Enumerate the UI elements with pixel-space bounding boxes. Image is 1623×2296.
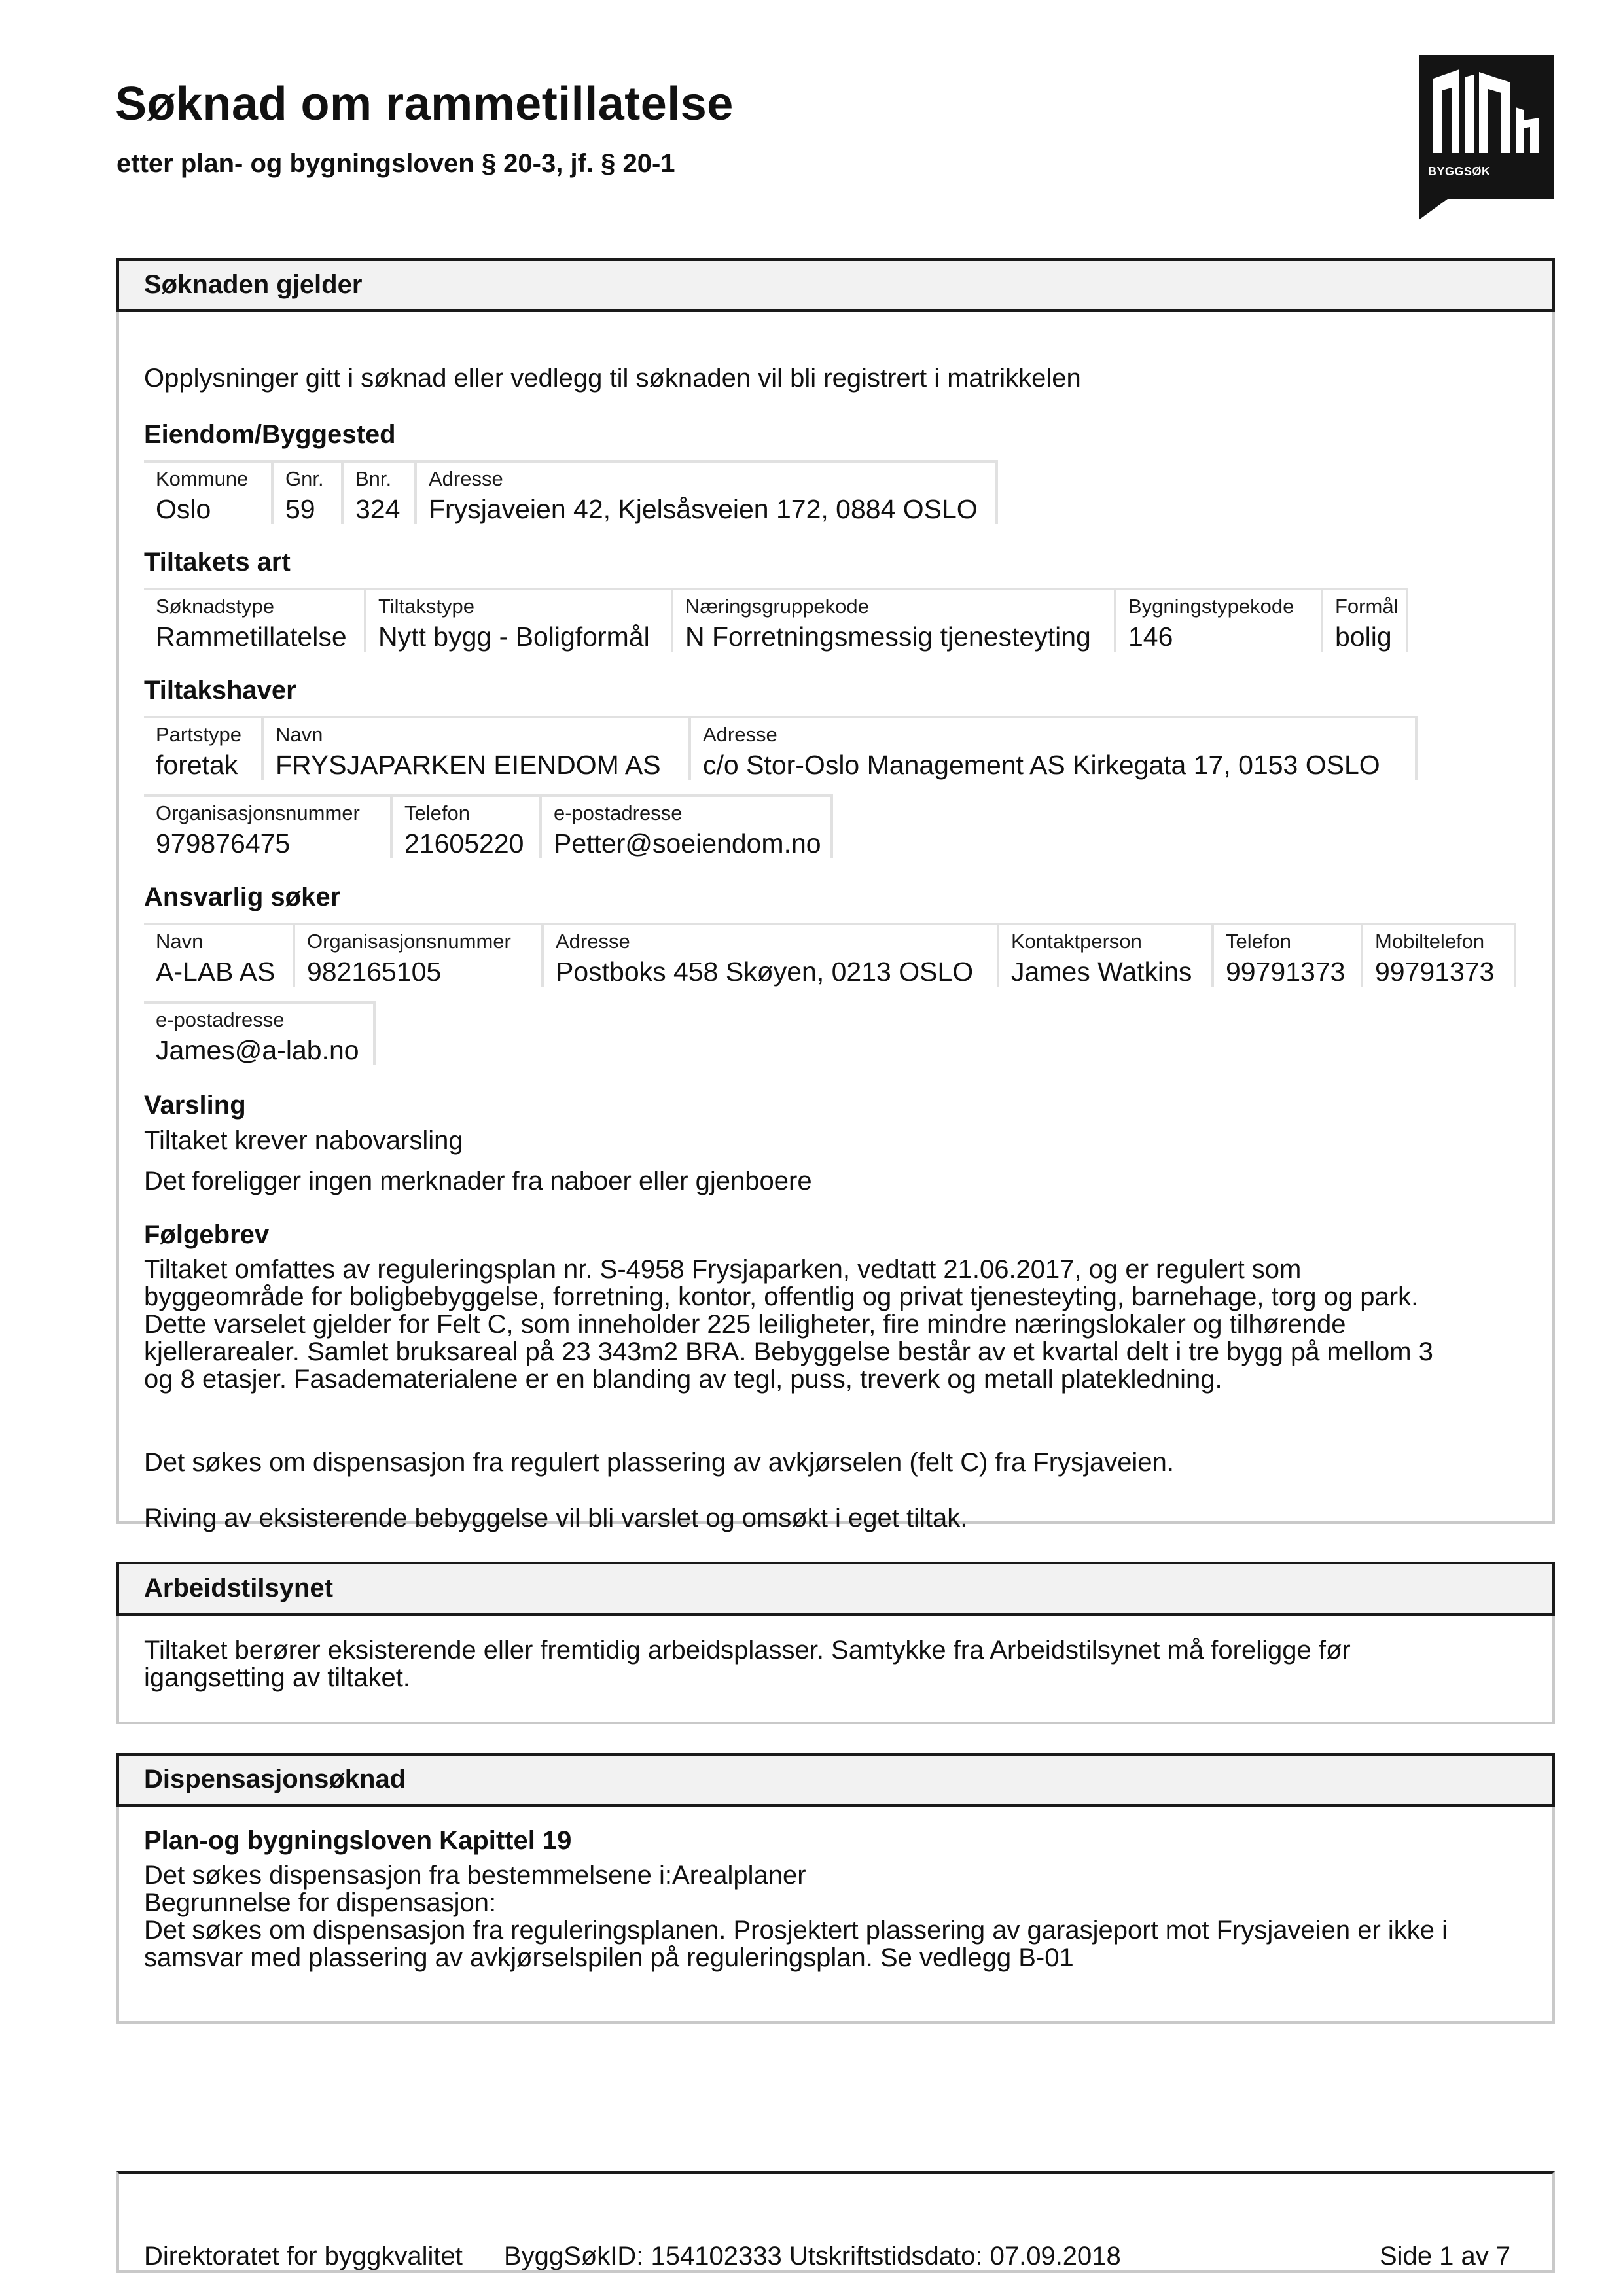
field-gnr [274,460,344,524]
field-value: 146 [1128,622,1173,652]
section-dispensasjonsoknad [116,1753,1555,2024]
field-organisasjonsnummer [295,923,544,987]
ansvarlig-fields-2 [144,1001,376,1065]
arbeidstilsynet-text [144,1636,1351,1691]
eiendom-heading: Eiendom/Byggested [144,420,396,449]
folgebrev-paragraph-3: Riving av eksisterende bebyggelse vil bli varslet og omsøkt i eget tiltak. [144,1504,968,1532]
tiltakshaver-heading: Tiltakshaver [144,676,296,705]
field-label: Søknadstype [156,595,274,618]
folgebrev-paragraph-2: Det søkes om dispensasjon fra regulert plassering av avkjørselen (felt C) fra Frysjaveien. [144,1448,1174,1477]
field-value: Frysjaveien 42, Kjelsåsveien 172, 0884 OSLO [429,494,978,524]
field-mobiltelefon [1363,923,1516,987]
field-label: Næringsgruppekode [685,595,869,618]
text-line: Tiltaket omfattes av reguleringsplan nr. S-4958 Frysjaparken, vedtatt 21.06.2017, og er regulert som [144,1255,1302,1284]
field-navn [264,716,691,780]
field-tiltakstype [366,588,673,652]
ansvarlig-fields-1 [144,923,1516,987]
field-value: N Forretningsmessig tjenesteyting [685,622,1091,652]
footer-org: Direktoratet for byggkvalitet [144,2242,463,2270]
text-line: Tiltaket berører eksisterende eller fremtidig arbeidsplasser. Samtykke fra Arbeidstilsynet må foreligge før [144,1636,1351,1665]
folgebrev-paragraph-1 [144,1256,1433,1393]
varsling-line-1: Tiltaket krever nabovarsling [144,1126,463,1155]
field-value: 979876475 [156,828,291,858]
field-kontaktperson [999,923,1214,987]
field-adresse [691,716,1418,780]
field-label: Adresse [556,930,630,953]
field-label: Adresse [703,723,777,746]
field-label: Mobiltelefon [1375,930,1485,953]
tiltakshaver-fields-1 [144,716,1418,780]
field-bygningstypekode [1116,588,1323,652]
field-value: Oslo [156,494,211,524]
field-label: e-postadresse [156,1008,285,1031]
logo-text: BYGGSØK [1428,165,1491,178]
ansvarlig-heading: Ansvarlig søker [144,883,341,911]
section-arbeidstilsynet [116,1562,1555,1724]
varsling-line-2: Det foreligger ingen merknader fra naboer eller gjenboere [144,1167,812,1195]
page-subtitle: etter plan- og bygningsloven § 20-3, jf. § 20-1 [116,149,675,178]
field-label: Tiltakstype [378,595,475,618]
field-label: Bygningstypekode [1128,595,1294,618]
text-line: Dette varselet gjelder for Felt C, som inneholder 225 leiligheter, fire mindre næringslokaler og tilhørende [144,1310,1346,1339]
text-line: og 8 etasjer. Fasadematerialene er en blanding av tegl, puss, treverk og metall platekledning. [144,1365,1222,1394]
field-label: Kontaktperson [1011,930,1142,953]
varsling-heading: Varsling [144,1091,246,1120]
text-line: samsvar med plassering av avkjørselspilen på reguleringsplan. Se vedlegg B-01 [144,1943,1074,1972]
field-navn [144,923,295,987]
field-value: 982165105 [307,957,442,987]
tiltak-fields [144,588,1408,652]
eiendom-fields [144,460,998,524]
field-label: Gnr. [285,467,324,490]
field-value: Nytt bygg - Boligformål [378,622,650,652]
page-title: Søknad om rammetillatelse [115,78,734,130]
field-value: c/o Stor-Oslo Management AS Kirkegata 17, 0153 OSLO [703,750,1380,780]
footer-page-number: Side 1 av 7 [1380,2242,1511,2270]
text-line: byggeområde for boligbebyggelse, forretning, kontor, offentlig og privat tjenesteyting, barnehage, torg og park. [144,1282,1419,1311]
field-value: 21605220 [404,828,524,858]
field-label: Navn [156,930,204,953]
field-value: James Watkins [1011,957,1192,987]
field-epost [542,794,833,858]
tiltak-heading: Tiltakets art [144,548,291,576]
byggsok-logo [1419,55,1554,199]
field-label: Kommune [156,467,249,490]
field-label: Navn [276,723,323,746]
text-line: kjellerarealer. Samlet bruksareal på 23 343m2 BRA. Bebyggelse består av et kvartal delt i tre bygg på mellom 3 [144,1337,1433,1366]
field-value: 99791373 [1375,957,1495,987]
field-value: 324 [355,494,401,524]
field-naeringsgruppekode [673,588,1116,652]
dispensasjon-text [144,1862,1448,1971]
field-epost [144,1001,376,1065]
field-adresse [544,923,999,987]
field-label: e-postadresse [554,802,683,824]
tiltakshaver-fields-2 [144,794,833,858]
folgebrev-heading: Følgebrev [144,1220,270,1249]
page-footer [116,2171,1555,2273]
field-kommune [144,460,274,524]
field-label: Adresse [429,467,503,490]
field-value: FRYSJAPARKEN EIENDOM AS [276,750,661,780]
field-label: Telefon [404,802,470,824]
field-telefon [1214,923,1363,987]
section-soknaden-gjelder [116,258,1555,1532]
section-header: Søknaden gjelder [116,258,1555,312]
field-label: Telefon [1226,930,1291,953]
building-icon [1419,55,1554,166]
field-soknadstype [144,588,366,652]
field-adresse [417,460,998,524]
field-bnr [344,460,417,524]
text-line: Det søkes om dispensasjon fra reguleringsplanen. Prosjektert plassering av garasjeport mot Frysjaveien er ikke i [144,1916,1448,1945]
field-label: Organisasjonsnummer [307,930,511,953]
footer-id-date: ByggSøkID: 154102333 Utskriftstidsdato: 07.09.2018 [504,2242,1121,2270]
field-value: 59 [285,494,315,524]
section-header: Arbeidstilsynet [116,1562,1555,1616]
field-value: James@a-lab.no [156,1035,359,1065]
text-line: Det søkes dispensasjon fra bestemmelsene i:Arealplaner [144,1861,806,1890]
field-partstype [144,716,264,780]
field-label: Partstype [156,723,241,746]
text-line: Begrunnelse for dispensasjon: [144,1888,497,1917]
section-header: Dispensasjonsøknad [116,1753,1555,1807]
field-value: foretak [156,750,238,780]
intro-text: Opplysninger gitt i søknad eller vedlegg til søknaden vil bli registrert i matrikkelen [144,364,1081,393]
field-formal [1323,588,1408,652]
field-value: Rammetillatelse [156,622,347,652]
field-label: Formål [1335,595,1399,618]
dispensasjon-heading: Plan-og bygningsloven Kapittel 19 [144,1826,572,1855]
field-value: 99791373 [1226,957,1346,987]
text-line: igangsetting av tiltaket. [144,1663,410,1692]
field-label: Organisasjonsnummer [156,802,360,824]
field-value: A-LAB AS [156,957,276,987]
field-telefon [393,794,542,858]
field-organisasjonsnummer [144,794,393,858]
field-value: Petter@soeiendom.no [554,828,821,858]
logo-tail [1419,199,1448,220]
field-value: bolig [1335,622,1392,652]
field-value: Postboks 458 Skøyen, 0213 OSLO [556,957,974,987]
field-label: Bnr. [355,467,392,490]
